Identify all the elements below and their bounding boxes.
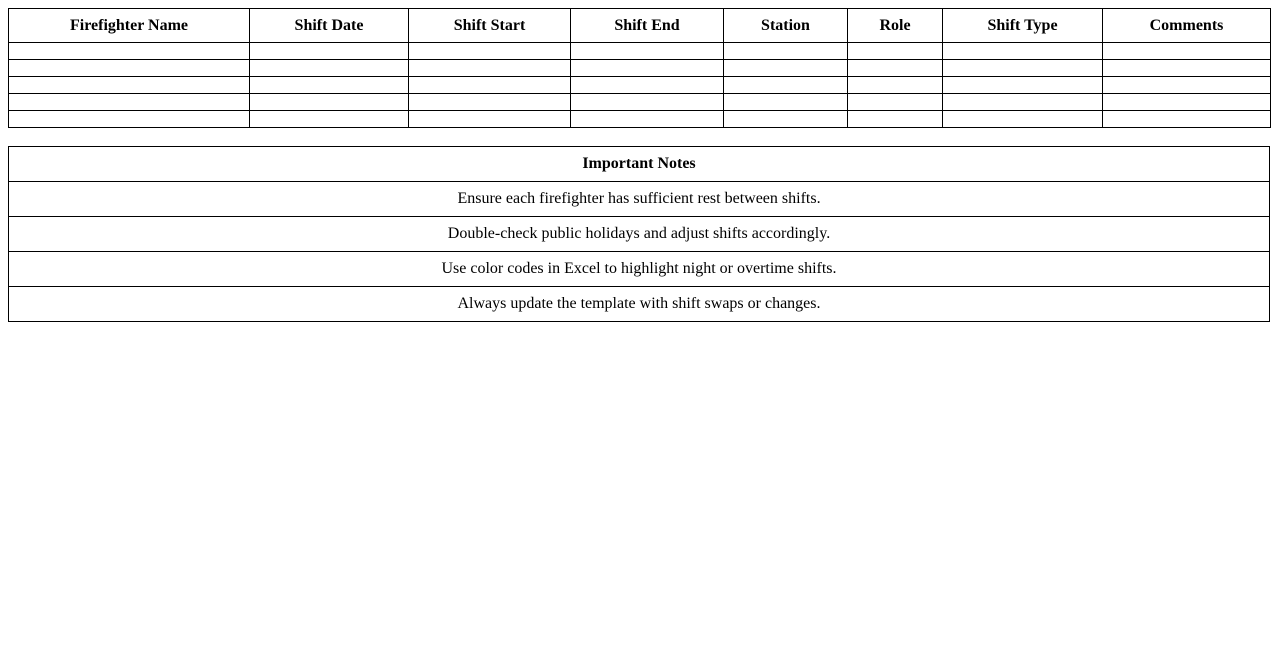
note-item: Double-check public holidays and adjust shifts accordingly. — [9, 217, 1270, 252]
table-cell[interactable] — [848, 77, 943, 94]
table-row — [9, 60, 1271, 77]
header-shift-type: Shift Type — [943, 9, 1103, 43]
table-cell[interactable] — [943, 111, 1103, 128]
table-cell[interactable] — [848, 43, 943, 60]
table-cell[interactable] — [409, 111, 571, 128]
table-cell[interactable] — [724, 111, 848, 128]
table-cell[interactable] — [943, 77, 1103, 94]
table-cell[interactable] — [1103, 77, 1271, 94]
table-cell[interactable] — [409, 60, 571, 77]
header-firefighter-name: Firefighter Name — [9, 9, 250, 43]
table-cell[interactable] — [848, 60, 943, 77]
table-header-row — [9, 9, 1271, 43]
table-cell[interactable] — [571, 43, 724, 60]
header-shift-start: Shift Start — [409, 9, 571, 43]
table-cell[interactable] — [9, 77, 250, 94]
table-cell[interactable] — [409, 94, 571, 111]
table-cell[interactable] — [9, 43, 250, 60]
table-cell[interactable] — [848, 111, 943, 128]
document-body — [8, 8, 1270, 322]
table-cell[interactable] — [724, 43, 848, 60]
table-cell[interactable] — [250, 111, 409, 128]
table-cell[interactable] — [724, 60, 848, 77]
notes-row — [9, 287, 1270, 322]
table-cell[interactable] — [1103, 43, 1271, 60]
table-cell[interactable] — [1103, 111, 1271, 128]
table-row — [9, 43, 1271, 60]
table-cell[interactable] — [943, 43, 1103, 60]
table-cell[interactable] — [250, 60, 409, 77]
notes-row — [9, 182, 1270, 217]
table-cell[interactable] — [1103, 94, 1271, 111]
table-cell[interactable] — [848, 94, 943, 111]
table-cell[interactable] — [9, 60, 250, 77]
table-cell[interactable] — [571, 77, 724, 94]
table-cell[interactable] — [409, 43, 571, 60]
header-station: Station — [724, 9, 848, 43]
table-cell[interactable] — [571, 94, 724, 111]
table-cell[interactable] — [1103, 60, 1271, 77]
table-cell[interactable] — [250, 77, 409, 94]
table-cell[interactable] — [571, 60, 724, 77]
table-cell[interactable] — [943, 60, 1103, 77]
notes-row — [9, 217, 1270, 252]
note-item: Ensure each firefighter has sufficient rest between shifts. — [9, 182, 1270, 217]
table-cell[interactable] — [409, 77, 571, 94]
table-cell[interactable] — [724, 94, 848, 111]
table-cell[interactable] — [9, 94, 250, 111]
table-cell[interactable] — [250, 94, 409, 111]
shift-schedule-table — [8, 8, 1271, 128]
note-item: Always update the template with shift swaps or changes. — [9, 287, 1270, 322]
header-shift-date: Shift Date — [250, 9, 409, 43]
notes-title: Important Notes — [9, 147, 1270, 182]
table-cell[interactable] — [724, 77, 848, 94]
table-row — [9, 94, 1271, 111]
header-role: Role — [848, 9, 943, 43]
important-notes-table — [8, 146, 1270, 322]
table-row — [9, 111, 1271, 128]
table-row — [9, 77, 1271, 94]
table-cell[interactable] — [9, 111, 250, 128]
header-comments: Comments — [1103, 9, 1271, 43]
note-item: Use color codes in Excel to highlight night or overtime shifts. — [9, 252, 1270, 287]
notes-row — [9, 252, 1270, 287]
notes-header-row — [9, 147, 1270, 182]
table-cell[interactable] — [250, 43, 409, 60]
table-cell[interactable] — [943, 94, 1103, 111]
table-cell[interactable] — [571, 111, 724, 128]
header-shift-end: Shift End — [571, 9, 724, 43]
